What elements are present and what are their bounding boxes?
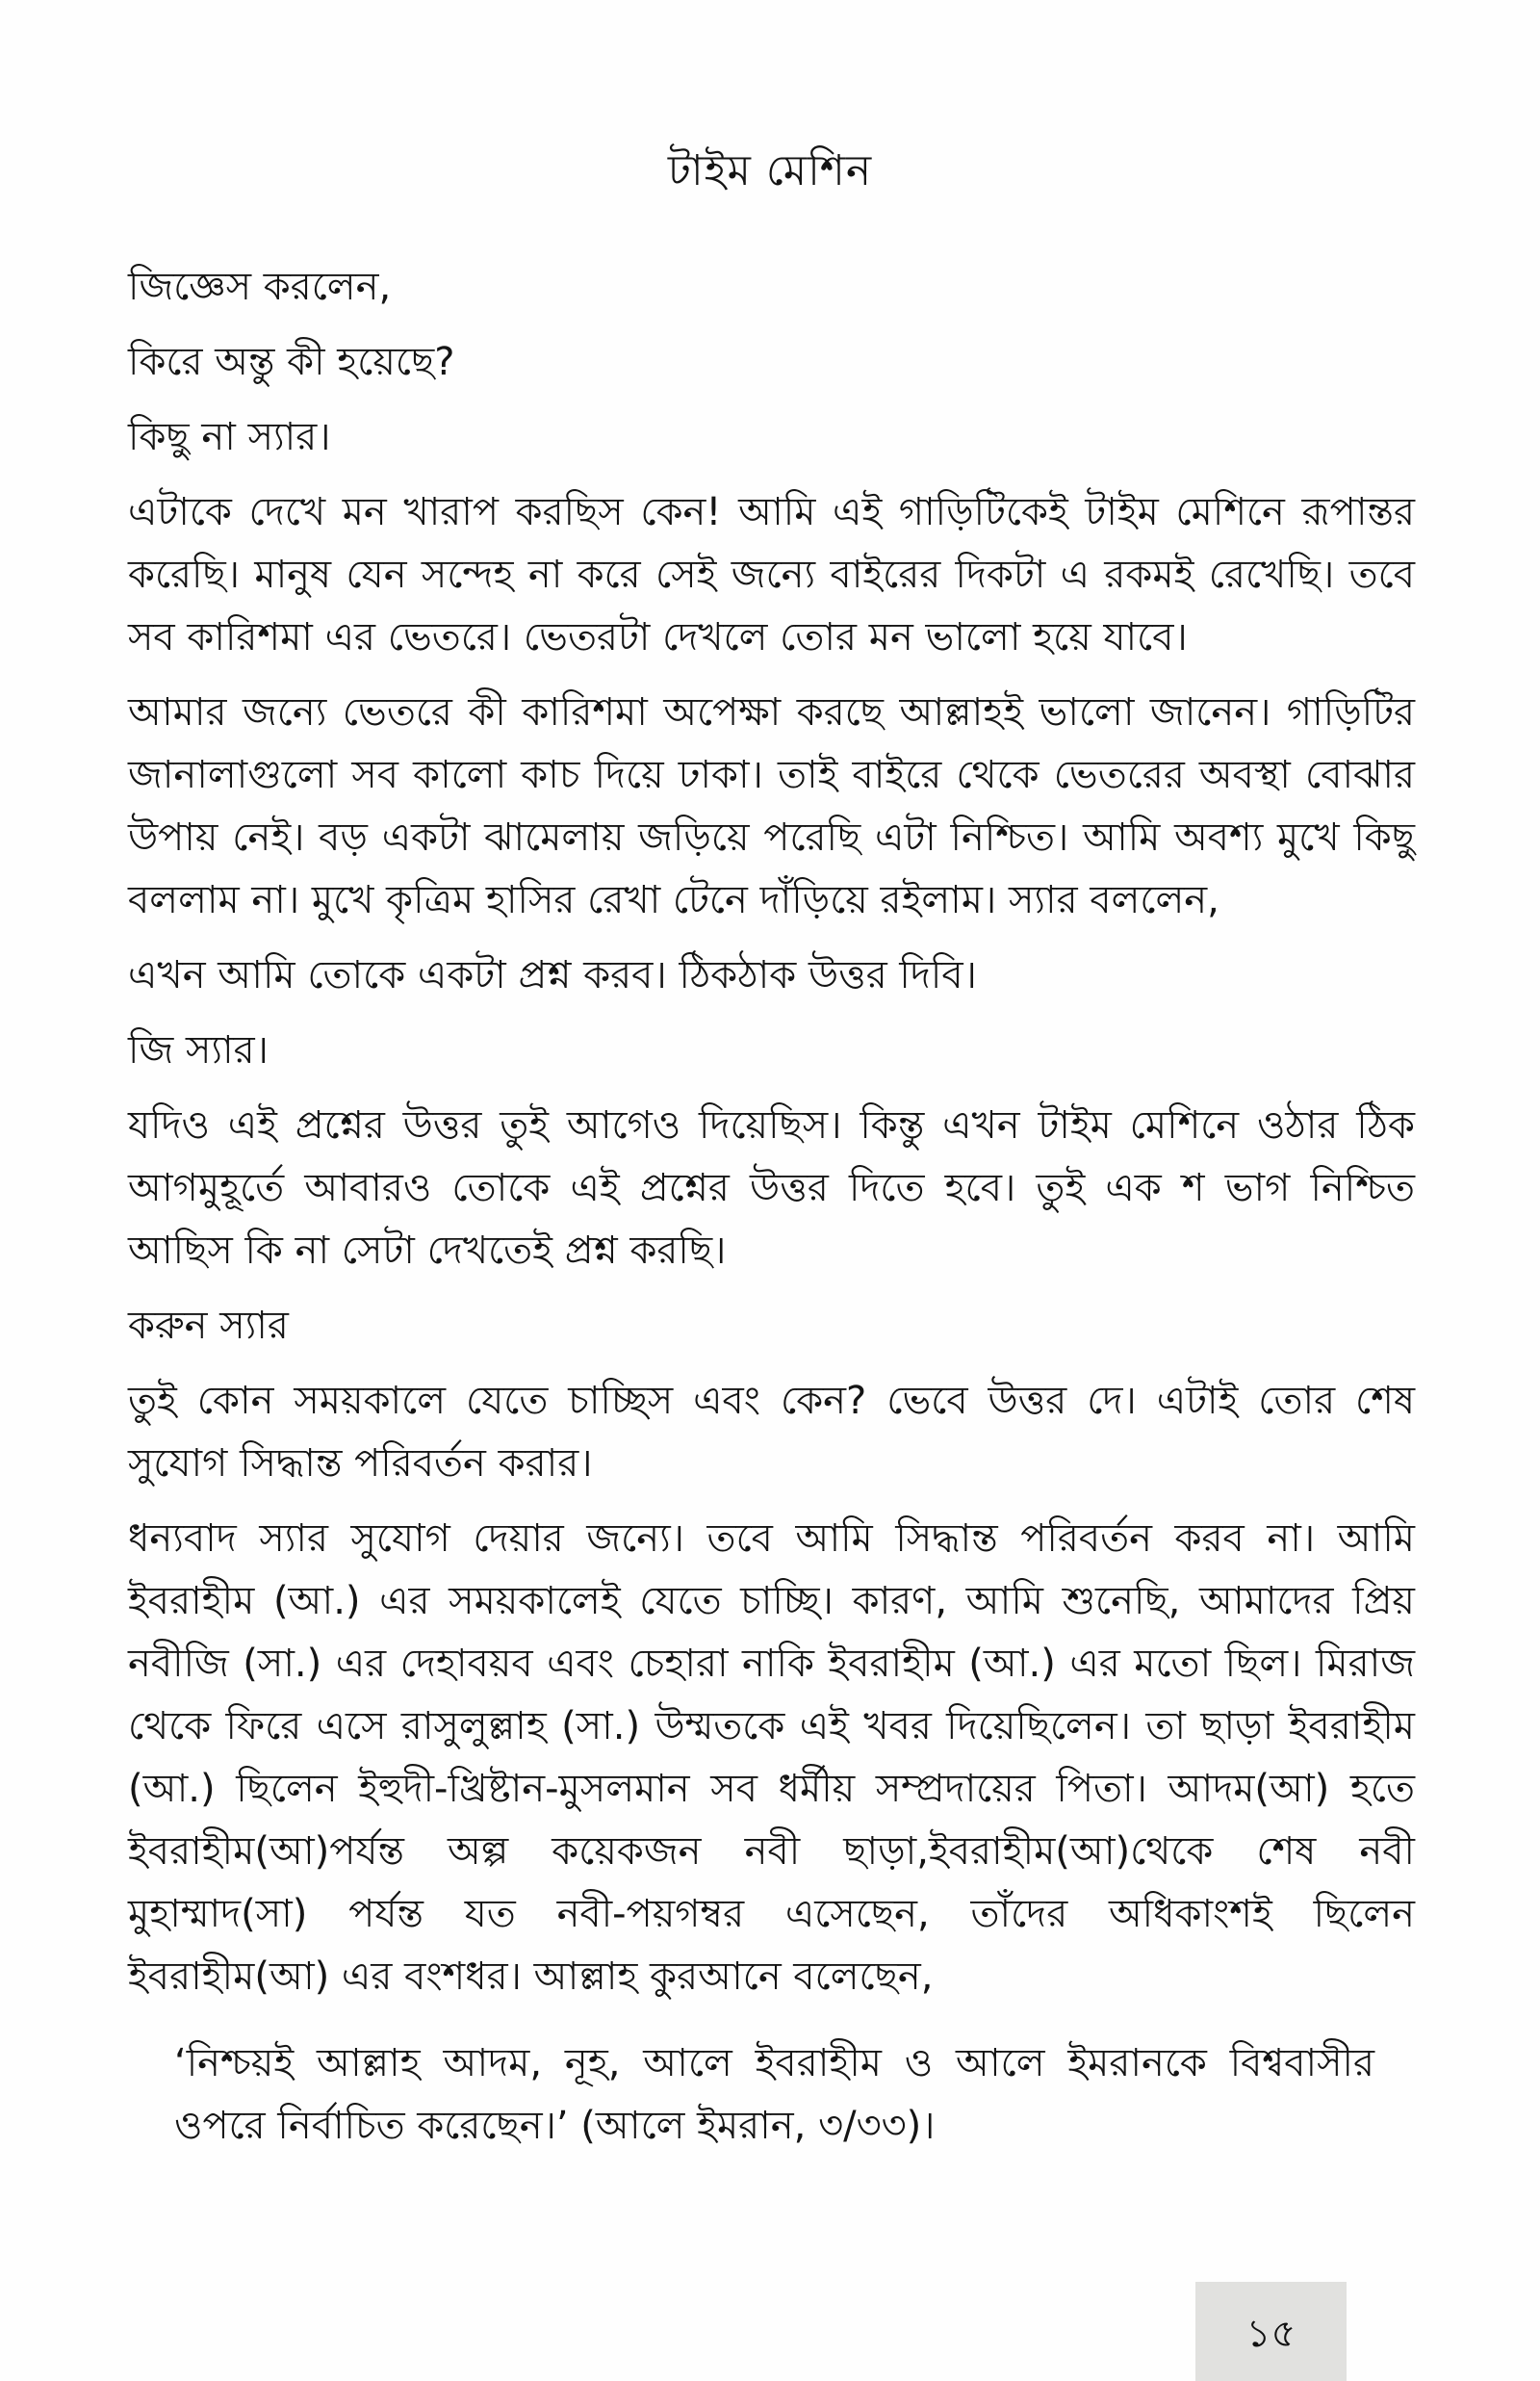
paragraph: তুই কোন সময়কালে যেতে চাচ্ছিস এবং কেন? ভেবে উত্তর দে। এটাই তোর শেষ সুযোগ সিদ্ধান্ত পরিবর্তন করার। (128, 1379, 1415, 1486)
paragraph: কিরে অন্তু কী হয়েছে? (128, 340, 455, 384)
quote-paragraph: ‘নিশ্চয়ই আল্লাহ আদম, নূহ, আলে ইবরাহীম ও আলে ইমরানকে বিশ্ববাসীর ওপরে নির্বাচিত করেছেন।’ (আলে ইমরান, ৩/৩৩)। (174, 2041, 1374, 2148)
page-number: ১৫ (1245, 2312, 1296, 2356)
paragraph: এখন আমি তোকে একটা প্রশ্ন করব। ঠিকঠাক উত্তর দিবি। (128, 953, 977, 997)
paragraph: আমার জন্যে ভেতরে কী কারিশমা অপেক্ষা করছে আল্লাহই ভালো জানেন। গাড়িটির জানালাগুলো সব কালো কাচ দিয়ে ঢাকা। তাই বাইরে থেকে ভেতরের অবস্থা বোঝার উপায় নেই। বড় একটা ঝামেলায় জড়িয়ে পরেছি এটা নিশ্চিত। আমি অবশ্য মুখে কিছু বললাম না। মুখে কৃত্রিম হাসির রেখা টেনে দাঁড়িয়ে রইলাম। স্যার বললেন, (128, 690, 1415, 922)
page-number-box (1195, 2282, 1347, 2381)
paragraph: কিছু না স্যার। (128, 415, 331, 459)
paragraph: এটাকে দেখে মন খারাপ করছিস কেন! আমি এই গাড়িটিকেই টাইম মেশিনে রূপান্তর করেছি। মানুষ যেন সন্দেহ না করে সেই জন্যে বাইরের দিকটা এ রকমই রেখেছি। তবে সব কারিশমা এর ভেতরে। ভেতরটা দেখলে তোর মন ভালো হয়ে যাবে। (128, 490, 1415, 660)
paragraph: জিজ্ঞেস করলেন, (128, 265, 392, 309)
paragraph: করুন স্যার (128, 1304, 289, 1348)
paragraph: ধন্যবাদ স্যার সুযোগ দেয়ার জন্যে। তবে আমি সিদ্ধান্ত পরিবর্তন করব না। আমি ইবরাহীম (আ.) এর সময়কালেই যেতে চাচ্ছি। কারণ, আমি শুনেছি, আমাদের প্রিয় নবীজি (সা.) এর দেহাবয়ব এবং চেহারা নাকি ইবরাহীম (আ.) এর মতো ছিল। মিরাজ থেকে ফিরে এসে রাসুলুল্লাহ (সা.) উম্মতকে এই খবর দিয়েছিলেন। তা ছাড়া ইবরাহীম (আ.) ছিলেন ইহুদী-খ্রিষ্টান-মুসলমান সব ধর্মীয় সম্প্রদায়ের পিতা। আদম(আ) হতে ইবরাহীম(আ)পর্যন্ত অল্প কয়েকজন নবী ছাড়া,ইবরাহীম(আ)থেকে শেষ নবী মুহাম্মাদ(সা) পর্যন্ত যত নবী-পয়গম্বর এসেছেন, তাঁদের অধিকাংশই ছিলেন ইবরাহীম(আ) এর বংশধর। আল্লাহ কুরআনে বলেছেন, (128, 1516, 1415, 1999)
page-body (128, 256, 1415, 2170)
paragraph: জি স্যার। (128, 1028, 269, 1073)
page-title: টাইম মেশিন (667, 146, 873, 195)
paragraph: যদিও এই প্রশ্নের উত্তর তুই আগেও দিয়েছিস। কিন্তু এখন টাইম মেশিনে ওঠার ঠিক আগমুহূর্তে আবারও তোকে এই প্রশ্নের উত্তর দিতে হবে। তুই এক শ ভাগ নিশ্চিত আছিস কি না সেটা দেখতেই প্রশ্ন করছি। (128, 1103, 1415, 1273)
